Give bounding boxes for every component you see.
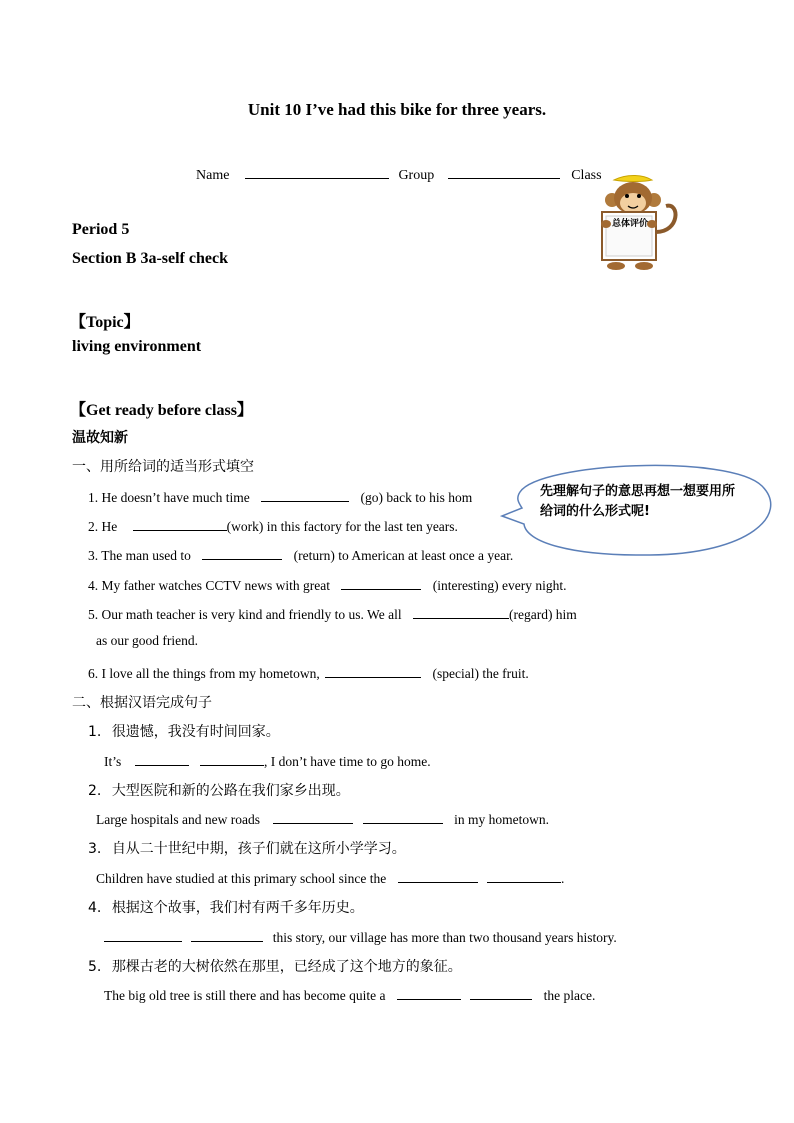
part1-item-5 (88, 604, 577, 623)
part2-item-1-cn (88, 721, 280, 741)
ready-heading: 【Get ready before class】 (70, 402, 253, 419)
english-text-before: Children have studied at this primary school since the (96, 871, 387, 886)
chinese-sentence: 很遗憾，我没有时间回家。 (111, 724, 280, 740)
answer-blank[interactable] (261, 487, 349, 502)
group-blank[interactable] (448, 164, 560, 179)
item-text-before: He (101, 519, 118, 534)
english-text-before: It’s (104, 754, 122, 769)
item-number: 1. (88, 724, 102, 740)
english-text-before: The big old tree is still there and has become quite a (104, 988, 386, 1003)
item-text-before: The man used to (101, 548, 191, 563)
part1-item-1 (88, 487, 472, 506)
answer-blank[interactable] (202, 545, 282, 560)
name-blank[interactable] (245, 164, 389, 179)
part2-heading: 二、根据汉语完成句子 (72, 695, 212, 711)
part2-item-4-cn (88, 897, 364, 917)
topic-heading: 【Topic】 (70, 314, 140, 331)
part1-item-4 (88, 575, 567, 594)
item-text-before: I love all the things from my hometown, (101, 666, 320, 681)
period-label: Period 5 (72, 221, 130, 238)
answer-blank[interactable] (363, 809, 443, 824)
part2-item-2-en (96, 809, 549, 828)
item-number: 1. (88, 490, 99, 505)
part1-item-3 (88, 545, 513, 564)
english-text-after: the place. (543, 988, 596, 1003)
answer-blank[interactable] (133, 516, 227, 531)
answer-blank[interactable] (398, 868, 478, 883)
item-text-before: He doesn’t have much time (101, 490, 250, 505)
english-text-after: this story, our village has more than two thousand years history. (272, 930, 617, 945)
item-number: 2. (88, 519, 99, 534)
part2-item-3-cn (88, 838, 406, 858)
english-text-after: . (560, 871, 565, 886)
section-label: Section B 3a-self check (72, 250, 228, 267)
part2-item-3-en (96, 868, 564, 887)
answer-blank[interactable] (191, 927, 263, 942)
chinese-sentence: 自从二十世纪中期，孩子们就在这所小学学习。 (111, 841, 406, 857)
answer-blank[interactable] (200, 751, 264, 766)
answer-blank[interactable] (104, 927, 182, 942)
item-number: 4. (88, 900, 102, 916)
chinese-sentence: 根据这个故事，我们村有两千多年历史。 (111, 900, 364, 916)
chinese-sentence: 那棵古老的大树依然在那里，已经成了这个地方的象征。 (111, 959, 462, 975)
answer-blank[interactable] (470, 985, 532, 1000)
chinese-sentence: 大型医院和新的公路在我们家乡出现。 (111, 783, 350, 799)
group-label: Group (398, 168, 435, 183)
item-number: 2. (88, 783, 102, 799)
answer-blank[interactable] (273, 809, 353, 824)
item-text-after: (interesting) every night. (432, 578, 567, 593)
student-info-line (196, 164, 602, 184)
item-text-after: (work) in this factory for the last ten years. (226, 519, 458, 534)
english-text-after: , I don’t have time to go home. (264, 754, 431, 769)
badge-label: 总体评价 (611, 219, 648, 229)
part2-item-5-cn (88, 956, 462, 976)
item-text-after: (go) back to his hom (360, 490, 473, 505)
part1-item-5-continuation: as our good friend. (96, 633, 198, 648)
item-number: 4. (88, 578, 99, 593)
item-text-after: (special) the fruit. (432, 666, 529, 681)
answer-blank[interactable] (135, 751, 189, 766)
part2-item-5-en (104, 985, 595, 1004)
item-text-after: (return) to American at least once a year. (293, 548, 514, 563)
topic-text: living environment (72, 338, 202, 355)
hint-text: 先理解句子的意思再想一想要用所给词的什么形式呢! (540, 484, 736, 519)
review-heading: 温故知新 (72, 430, 128, 446)
monkey-evaluation-badge (588, 172, 680, 272)
english-text-after: in my hometown. (454, 812, 549, 827)
part1-item-6 (88, 663, 529, 682)
item-number: 5. (88, 959, 102, 975)
item-number: 5. (88, 607, 99, 622)
worksheet-title: Unit 10 I’ve had this bike for three years. (247, 100, 547, 119)
part2-item-1-en (104, 751, 431, 770)
answer-blank[interactable] (397, 985, 461, 1000)
part1-heading: 一、用所给词的适当形式填空 (72, 459, 254, 475)
part1-item-2 (88, 516, 458, 535)
part2-item-4-en (104, 927, 617, 946)
item-text-before: My father watches CCTV news with great (101, 578, 330, 593)
answer-blank[interactable] (341, 575, 421, 590)
answer-blank[interactable] (413, 604, 509, 619)
answer-blank[interactable] (325, 663, 421, 678)
english-text-before: Large hospitals and new roads (96, 812, 260, 827)
class-label: Class (571, 168, 602, 183)
answer-blank[interactable] (487, 868, 561, 883)
item-text-after: (regard) him (508, 607, 577, 622)
item-number: 6. (88, 666, 99, 681)
item-number: 3. (88, 548, 99, 563)
name-label: Name (196, 168, 230, 183)
part2-item-2-cn (88, 780, 350, 800)
item-text-before: Our math teacher is very kind and friendly to us. We all (101, 607, 402, 622)
item-number: 3. (88, 841, 102, 857)
